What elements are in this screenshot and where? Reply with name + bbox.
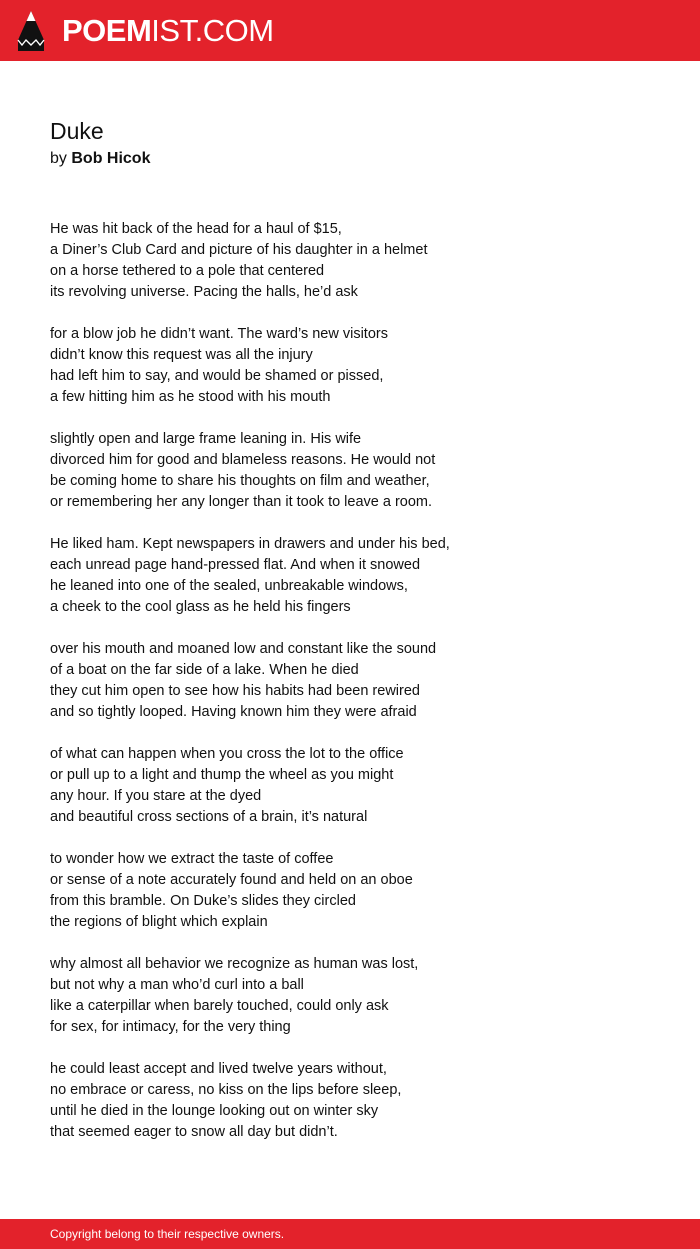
poem-stanza [50, 849, 650, 933]
poem-author: Bob Hicok [71, 150, 151, 167]
site-header [0, 0, 700, 61]
poem-line: didn’t know this request was all the injury [50, 347, 313, 363]
poem-line: over his mouth and moaned low and constant like the sound [50, 641, 437, 657]
poem-byline [50, 149, 150, 169]
poem-line: but not why a man who’d curl into a ball [50, 977, 304, 993]
poem-line: the regions of blight which explain [50, 914, 268, 930]
poem-stanza [50, 954, 650, 1038]
poem-line: why almost all behavior we recognize as human was lost, [50, 956, 419, 972]
poem-line: of what can happen when you cross the lot to the office [50, 746, 404, 762]
poem-line: they cut him open to see how his habits had been rewired [50, 683, 420, 699]
poem-line: from this bramble. On Duke’s slides they circled [50, 893, 356, 909]
poem-line: no embrace or caress, no kiss on the lips before sleep, [50, 1082, 402, 1098]
site-logo[interactable] [62, 12, 274, 50]
poem-stanza [50, 534, 650, 618]
poem-line: or sense of a note accurately found and held on an oboe [50, 872, 413, 888]
poem-line: of a boat on the far side of a lake. When he died [50, 662, 359, 678]
poem-line: a cheek to the cool glass as he held his fingers [50, 599, 351, 615]
poem-stanza [50, 219, 650, 303]
poem-stanza [50, 744, 650, 828]
poem-title: Duke [50, 118, 104, 144]
pencil-tip-icon[interactable] [17, 10, 45, 52]
poem-line: a Diner’s Club Card and picture of his daughter in a helmet [50, 242, 428, 258]
poem-body [50, 219, 650, 1164]
poem-line: each unread page hand-pressed flat. And when it snowed [50, 557, 421, 573]
poem-line: that seemed eager to snow all day but didn’t. [50, 1124, 338, 1140]
poem-stanza [50, 639, 650, 723]
poem-line: he leaned into one of the sealed, unbreakable windows, [50, 578, 408, 594]
copyright-notice: Copyright belong to their respective owners. [50, 1227, 285, 1241]
poem-line: and beautiful cross sections of a brain, it’s natural [50, 809, 368, 825]
poem-line: a few hitting him as he stood with his mouth [50, 389, 331, 405]
logo-wordmark-light: IST.COM [151, 13, 274, 48]
poem-line: for sex, for intimacy, for the very thing [50, 1019, 291, 1035]
site-footer [0, 1219, 700, 1249]
poem-line: He was hit back of the head for a haul of $15, [50, 221, 342, 237]
poem-line: slightly open and large frame leaning in. His wife [50, 431, 362, 447]
poem-line: had left him to say, and would be shamed or pissed, [50, 368, 384, 384]
poem-line: its revolving universe. Pacing the halls, he’d ask [50, 284, 358, 300]
poem-stanza [50, 429, 650, 513]
logo-wordmark-bold: POEM [62, 13, 152, 48]
poem-line: like a caterpillar when barely touched, could only ask [50, 998, 389, 1014]
poem-line: be coming home to share his thoughts on film and weather, [50, 473, 430, 489]
poem-line: on a horse tethered to a pole that centered [50, 263, 325, 279]
poem-line: divorced him for good and blameless reasons. He would not [50, 452, 436, 468]
poem-line: any hour. If you stare at the dyed [50, 788, 262, 804]
poem-line: for a blow job he didn’t want. The ward’s new visitors [50, 326, 388, 342]
poem-line: He liked ham. Kept newspapers in drawers and under his bed, [50, 536, 450, 552]
byline-label: by [50, 150, 67, 167]
poem-line: and so tightly looped. Having known him they were afraid [50, 704, 417, 720]
poem-line: until he died in the lounge looking out on winter sky [50, 1103, 379, 1119]
poem-line: or pull up to a light and thump the wheel as you might [50, 767, 394, 783]
poem-line: or remembering her any longer than it took to leave a room. [50, 494, 433, 510]
poem-stanza [50, 1059, 650, 1143]
poem-line: to wonder how we extract the taste of coffee [50, 851, 334, 867]
poem-line: he could least accept and lived twelve years without, [50, 1061, 387, 1077]
poem-stanza [50, 324, 650, 408]
